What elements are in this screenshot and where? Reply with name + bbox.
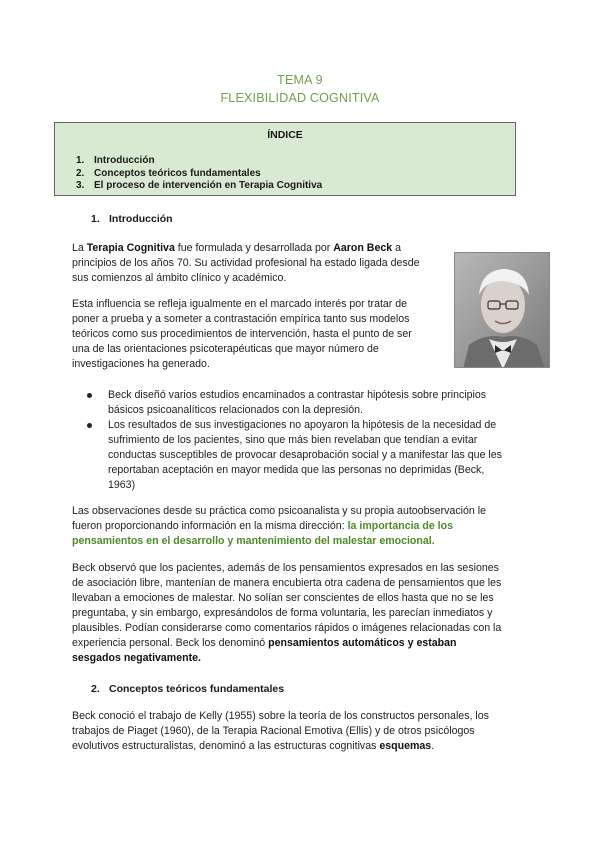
section-number: 2. — [91, 683, 100, 695]
bullet-line: Los resultados de sus investigaciones no apoyaron la hipótesis de la necesidad de — [108, 419, 497, 431]
paragraph-line: trabajos de Piaget (1960), de la Terapia Racional Emotiva (Ellis) y de otros psicólogos — [72, 725, 475, 737]
list-item — [87, 418, 527, 493]
paragraph-line — [72, 241, 452, 256]
index-item-number: 1. — [76, 155, 85, 166]
page-title: FLEXIBILIDAD COGNITIVA — [220, 91, 380, 105]
index-item-number: 3. — [76, 180, 85, 191]
paragraph-line: de asociación libre, mantenían de manera encubierta otra cadena de pensamientos que les — [72, 577, 502, 589]
paragraph-line: Beck conoció el trabajo de Kelly (1955) sobre la teoría de los constructos personales, los — [72, 710, 489, 722]
bullet-list — [87, 388, 527, 493]
section-title: Conceptos teóricos fundamentales — [109, 683, 285, 695]
term-pensamientos-automaticos: pensamientos automáticos y estaban — [268, 637, 457, 649]
text-run: . — [431, 740, 435, 752]
paragraph-line: sus comienzos al ámbito clínico y académico. — [72, 272, 287, 284]
index-heading: ÍNDICE — [267, 129, 303, 141]
index-item — [76, 155, 322, 168]
intro-paragraph-4 — [72, 561, 552, 666]
text-run: a — [392, 242, 401, 254]
term-sesgados-negativamente: sesgados negativamente. — [72, 652, 201, 664]
index-box — [54, 122, 516, 196]
paragraph-line — [72, 739, 552, 754]
bullet-line: Beck diseñó varios estudios encaminados a contrastar hipótesis sobre principios — [108, 389, 487, 401]
bullet-line: básicos psicoanalíticos relacionados con la depresión. — [108, 404, 363, 416]
bullet-icon — [87, 423, 92, 428]
section-heading-conceptos — [91, 683, 284, 695]
bullet-line: reportaban aceptación en mayor medida que las personas no deprimidas (Beck, — [108, 464, 485, 476]
paragraph-line: plausibles. Podían considerarse como comentarios rápidos o imágenes relacionadas con la — [72, 622, 502, 634]
paragraph-line: una de las orientaciones psicoterapéuticas que mayor número de — [72, 343, 379, 355]
text-run: experiencia personal. — [72, 637, 173, 649]
paragraph-line: teóricos como sus procedimientos de intervención, hasta el punto de ser — [72, 328, 412, 340]
text-run: La — [72, 242, 87, 254]
paragraph-line — [72, 636, 552, 651]
term-esquemas: esquemas — [379, 740, 432, 752]
intro-paragraph-2 — [72, 297, 452, 372]
highlight-text: la importancia de los — [347, 520, 453, 532]
paragraph-line: poner a prueba y a someter a contrastación empírica tanto sus modelos — [72, 313, 410, 325]
highlight-text: pensamientos en el desarrollo y mantenimiento del malestar emocional. — [72, 535, 435, 547]
term-terapia-cognitiva: Terapia Cognitiva — [86, 242, 175, 254]
text-run: fue formulada y desarrollada por — [174, 242, 334, 254]
paragraph-line: preguntaba, y sin embargo, expresándolos de forma voluntaria, les parecían inmediatos y — [72, 607, 493, 619]
paragraph-line: Esta influencia se refleja igualmente en el marcado interés por tratar de — [72, 298, 408, 310]
paragraph-line: Beck observó que los pacientes, además de los pensamientos expresados en las sesiones — [72, 562, 499, 574]
index-item-label: Conceptos teóricos fundamentales — [94, 167, 261, 179]
index-item-number: 2. — [76, 167, 85, 179]
text-run: Beck los denominó — [172, 637, 269, 649]
bullet-line: sufrimiento de los pacientes, sino que más bien revelaban que tendían a evitar — [108, 434, 478, 446]
section-number: 1. — [91, 213, 100, 225]
intro-paragraph-3 — [72, 504, 552, 549]
paragraph-line — [72, 519, 552, 534]
term-aaron-beck: Aaron Beck — [333, 242, 393, 254]
paragraph-line: principios de los años 70. Su actividad profesional ha estado ligada desde — [72, 257, 420, 269]
index-item — [76, 168, 322, 181]
conceptos-paragraph-1 — [72, 709, 552, 754]
topic-number: TEMA 9 — [277, 73, 323, 87]
list-item — [87, 388, 527, 418]
index-item — [76, 180, 322, 193]
portrait-image — [455, 253, 550, 368]
index-list — [76, 155, 322, 193]
index-item-label: El proceso de intervención en Terapia Cognitiva — [94, 180, 323, 191]
intro-paragraph-1 — [72, 241, 452, 286]
bullet-line: 1963) — [108, 479, 136, 491]
text-run: evolutivos estructuralistas, denominó a las estructuras cognitivas — [72, 740, 380, 752]
paragraph-line: llevaban a emociones de malestar. No solían ser conscientes de ellos hasta que no se les — [72, 592, 494, 604]
index-item-label: Introducción — [94, 155, 155, 166]
paragraph-line: Las observaciones desde su práctica como psicoanalista y su propia autoobservación le — [72, 505, 486, 517]
aaron-beck-photo — [454, 252, 550, 368]
bullet-icon — [87, 393, 92, 398]
section-title: Introducción — [109, 213, 173, 225]
section-heading-introduccion — [91, 213, 173, 225]
paragraph-line: investigaciones ha generado. — [72, 358, 210, 370]
text-run: fueron proporcionando información en la misma dirección: — [72, 520, 348, 532]
bullet-line: conductas susceptibles de provocar desaprobación social y a manifestar las que les — [108, 449, 502, 461]
